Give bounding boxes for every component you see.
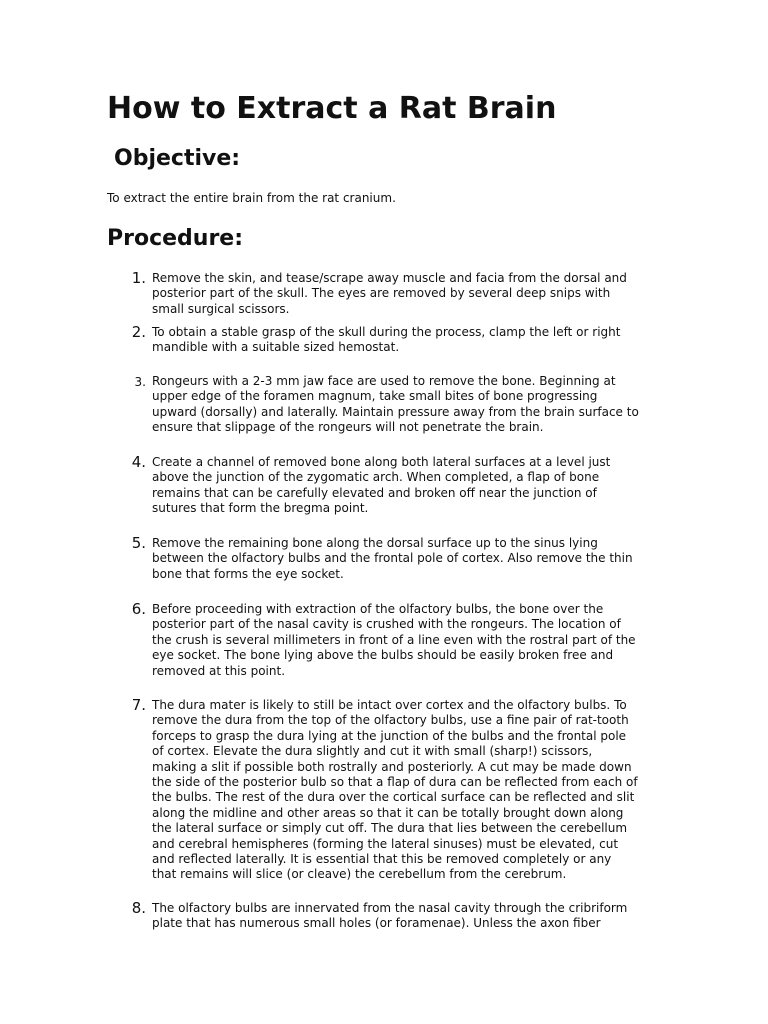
objective-text: To extract the entire brain from the rat cranium. [107,191,396,205]
step-text: Rongeurs with a 2-3 mm jaw face are used to remove the bone. Beginning at upper edge of the foramen magnum, take small bites of bone progressing upward (dorsally) and laterally. Maintain pressure away from the brain surface to ensure that slippage of the rongeurs will not penetrate the brain. [152,374,639,435]
step-text: Remove the skin, and tease/scrape away muscle and facia from the dorsal and posterior part of the skull. The eyes are removed by several deep snips with small surgical scissors. [152,271,627,316]
document-title: How to Extract a Rat Brain [107,91,557,126]
step-text: The dura mater is likely to still be intact over cortex and the olfactory bulbs. To remove the dura from the top of the olfactory bulbs, use a fine pair of rat-tooth forceps to grasp the dura lying at the junction of the bulbs and the frontal pole of cortex. Elevate the dura slightly and cut it with small (sharp!) scissors, making a slit if possible both rostrally and posteriorly. A cut may be made down the side of the posterior bulb so that a flap of dura can be reflected from each of the bulbs. The rest of the dura over the cortical surface can be reflected and slit along the midline and other areas so that it can be totally brought down along the lateral surface or simply cut off. The dura that lies between the cerebellum and cerebral hemispheres (forming the lateral sinuses) must be elevated, cut and reflected laterally. It is essential that this be removed completely or any that remains will slice (or cleave) the cerebellum from the cerebrum. [152,698,638,882]
step-number: 1. [131,269,146,287]
step-text: Create a channel of removed bone along both lateral surfaces at a level just above the junction of the zygomatic arch. When completed, a flap of bone remains that can be carefully elevated and broken off near the junction of sutures that form the bregma point. [152,455,611,516]
procedure-heading: Procedure: [107,226,244,251]
step-text: Before proceeding with extraction of the olfactory bulbs, the bone over the posterior part of the nasal cavity is crushed with the rongeurs. The location of the crush is several millimeters in front of a line even with the rostral part of the eye socket. The bone lying above the bulbs should be easily broken free and removed at this point. [152,602,636,678]
step-number: 4. [131,453,146,471]
step-number: 5. [131,534,146,552]
step-text: The olfactory bulbs are innervated from the nasal cavity through the cribriform plate that has numerous small holes (or foramenae). Unless the axon fiber [152,901,628,931]
step-number: 7. [131,696,146,714]
step-number: 2. [131,323,146,341]
step-number: 3. [134,375,146,389]
objective-heading: Objective: [114,146,241,171]
step-number: 6. [131,600,146,618]
step-number: 8. [131,899,146,917]
step-text: Remove the remaining bone along the dorsal surface up to the sinus lying between the olfactory bulbs and the frontal pole of cortex. Also remove the thin bone that forms the eye socket. [152,536,633,581]
step-text: To obtain a stable grasp of the skull during the process, clamp the left or right mandible with a suitable sized hemostat. [152,325,621,355]
